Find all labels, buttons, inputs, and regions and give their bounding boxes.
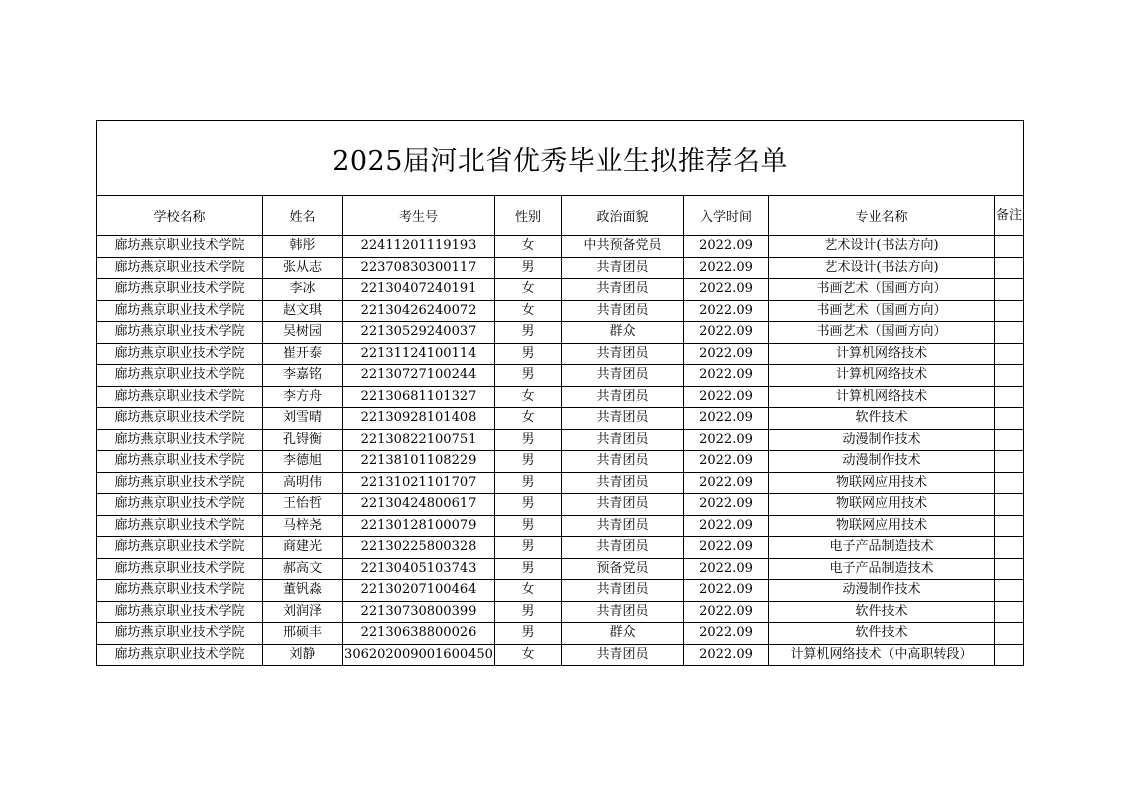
cell-name: 马梓尧 (263, 515, 343, 537)
cell-major: 软件技术 (769, 623, 995, 645)
cell-major: 动漫制作技术 (769, 429, 995, 451)
table-row (97, 494, 1024, 516)
cell-major: 物联网应用技术 (769, 494, 995, 516)
cell-gender: 男 (495, 365, 562, 387)
cell-school: 廊坊燕京职业技术学院 (97, 623, 263, 645)
header-political: 政治面貌 (562, 196, 684, 236)
cell-gender: 男 (495, 257, 562, 279)
cell-remark (995, 494, 1024, 516)
cell-name: 李冰 (263, 279, 343, 301)
table-row (97, 257, 1024, 279)
cell-exam-no: 22131021101707 (343, 472, 495, 494)
cell-school: 廊坊燕京职业技术学院 (97, 236, 263, 258)
table-row (97, 300, 1024, 322)
cell-exam-no: 306202009001600450 (343, 644, 495, 666)
cell-exam-no: 22130405103743 (343, 558, 495, 580)
cell-school: 廊坊燕京职业技术学院 (97, 515, 263, 537)
cell-school: 廊坊燕京职业技术学院 (97, 300, 263, 322)
cell-exam-no: 22130424800617 (343, 494, 495, 516)
cell-political: 共青团员 (562, 644, 684, 666)
cell-school: 廊坊燕京职业技术学院 (97, 472, 263, 494)
cell-school: 廊坊燕京职业技术学院 (97, 365, 263, 387)
cell-remark (995, 300, 1024, 322)
cell-political: 共青团员 (562, 343, 684, 365)
header-enroll: 入学时间 (684, 196, 769, 236)
cell-gender: 男 (495, 494, 562, 516)
cell-school: 廊坊燕京职业技术学院 (97, 601, 263, 623)
cell-remark (995, 644, 1024, 666)
cell-political: 共青团员 (562, 365, 684, 387)
cell-enroll: 2022.09 (684, 472, 769, 494)
cell-gender: 女 (495, 300, 562, 322)
cell-enroll: 2022.09 (684, 601, 769, 623)
cell-name: 李方舟 (263, 386, 343, 408)
cell-school: 廊坊燕京职业技术学院 (97, 580, 263, 602)
table-row (97, 451, 1024, 473)
cell-name: 邢硕丰 (263, 623, 343, 645)
cell-exam-no: 22130727100244 (343, 365, 495, 387)
table-row (97, 472, 1024, 494)
table-row (97, 408, 1024, 430)
header-name: 姓名 (263, 196, 343, 236)
cell-political: 共青团员 (562, 494, 684, 516)
cell-remark (995, 322, 1024, 344)
header-major: 专业名称 (769, 196, 995, 236)
cell-name: 刘静 (263, 644, 343, 666)
cell-gender: 男 (495, 472, 562, 494)
roster-sheet (96, 120, 1023, 666)
cell-remark (995, 343, 1024, 365)
cell-exam-no: 22130928101408 (343, 408, 495, 430)
cell-gender: 男 (495, 343, 562, 365)
cell-remark (995, 558, 1024, 580)
cell-remark (995, 472, 1024, 494)
cell-enroll: 2022.09 (684, 623, 769, 645)
cell-enroll: 2022.09 (684, 236, 769, 258)
cell-enroll: 2022.09 (684, 515, 769, 537)
cell-name: 孔锝衡 (263, 429, 343, 451)
cell-major: 物联网应用技术 (769, 515, 995, 537)
table-row (97, 537, 1024, 559)
cell-remark (995, 257, 1024, 279)
table-row (97, 580, 1024, 602)
cell-exam-no: 22130681101327 (343, 386, 495, 408)
cell-political: 共青团员 (562, 386, 684, 408)
cell-remark (995, 601, 1024, 623)
cell-exam-no: 22130529240037 (343, 322, 495, 344)
cell-remark (995, 623, 1024, 645)
cell-enroll: 2022.09 (684, 365, 769, 387)
cell-major: 动漫制作技术 (769, 580, 995, 602)
cell-major: 计算机网络技术 (769, 365, 995, 387)
cell-enroll: 2022.09 (684, 257, 769, 279)
cell-political: 群众 (562, 322, 684, 344)
cell-name: 吴树园 (263, 322, 343, 344)
cell-major: 书画艺术（国画方向） (769, 279, 995, 301)
cell-political: 群众 (562, 623, 684, 645)
cell-remark (995, 429, 1024, 451)
cell-political: 共青团员 (562, 537, 684, 559)
cell-name: 商建光 (263, 537, 343, 559)
table-row (97, 429, 1024, 451)
cell-enroll: 2022.09 (684, 279, 769, 301)
cell-exam-no: 22130407240191 (343, 279, 495, 301)
table-row (97, 515, 1024, 537)
cell-enroll: 2022.09 (684, 451, 769, 473)
cell-remark (995, 236, 1024, 258)
table-row (97, 644, 1024, 666)
cell-exam-no: 22130638800026 (343, 623, 495, 645)
cell-exam-no: 22130128100079 (343, 515, 495, 537)
cell-remark (995, 408, 1024, 430)
cell-exam-no: 22411201119193 (343, 236, 495, 258)
cell-enroll: 2022.09 (684, 580, 769, 602)
cell-enroll: 2022.09 (684, 386, 769, 408)
title-row (97, 121, 1024, 196)
cell-name: 赵文琪 (263, 300, 343, 322)
cell-school: 廊坊燕京职业技术学院 (97, 343, 263, 365)
table-row (97, 623, 1024, 645)
cell-political: 中共预备党员 (562, 236, 684, 258)
cell-name: 崔开泰 (263, 343, 343, 365)
cell-school: 廊坊燕京职业技术学院 (97, 451, 263, 473)
cell-exam-no: 22370830300117 (343, 257, 495, 279)
cell-gender: 女 (495, 386, 562, 408)
cell-major: 计算机网络技术（中高职转段） (769, 644, 995, 666)
cell-remark (995, 515, 1024, 537)
cell-school: 廊坊燕京职业技术学院 (97, 257, 263, 279)
table-row (97, 365, 1024, 387)
cell-enroll: 2022.09 (684, 343, 769, 365)
cell-exam-no: 22131124100114 (343, 343, 495, 365)
cell-remark (995, 580, 1024, 602)
cell-major: 计算机网络技术 (769, 386, 995, 408)
cell-school: 廊坊燕京职业技术学院 (97, 494, 263, 516)
cell-name: 韩彤 (263, 236, 343, 258)
cell-name: 李德旭 (263, 451, 343, 473)
cell-gender: 女 (495, 236, 562, 258)
cell-exam-no: 22130822100751 (343, 429, 495, 451)
cell-major: 电子产品制造技术 (769, 558, 995, 580)
cell-gender: 男 (495, 322, 562, 344)
cell-gender: 女 (495, 580, 562, 602)
cell-gender: 男 (495, 429, 562, 451)
cell-name: 董钒淼 (263, 580, 343, 602)
cell-gender: 女 (495, 279, 562, 301)
cell-gender: 女 (495, 644, 562, 666)
cell-name: 刘雪晴 (263, 408, 343, 430)
cell-major: 计算机网络技术 (769, 343, 995, 365)
cell-political: 共青团员 (562, 451, 684, 473)
roster-table (96, 120, 1024, 666)
cell-gender: 男 (495, 451, 562, 473)
cell-political: 共青团员 (562, 472, 684, 494)
cell-school: 廊坊燕京职业技术学院 (97, 279, 263, 301)
cell-major: 艺术设计(书法方向) (769, 236, 995, 258)
cell-name: 张从志 (263, 257, 343, 279)
cell-political: 共青团员 (562, 601, 684, 623)
cell-gender: 男 (495, 558, 562, 580)
cell-major: 软件技术 (769, 601, 995, 623)
cell-gender: 男 (495, 601, 562, 623)
cell-remark (995, 365, 1024, 387)
cell-enroll: 2022.09 (684, 300, 769, 322)
table-row (97, 343, 1024, 365)
cell-school: 廊坊燕京职业技术学院 (97, 644, 263, 666)
cell-gender: 女 (495, 408, 562, 430)
table-row (97, 236, 1024, 258)
cell-exam-no: 22130207100464 (343, 580, 495, 602)
cell-remark (995, 537, 1024, 559)
cell-enroll: 2022.09 (684, 429, 769, 451)
cell-exam-no: 22138101108229 (343, 451, 495, 473)
cell-political: 预备党员 (562, 558, 684, 580)
cell-political: 共青团员 (562, 257, 684, 279)
cell-political: 共青团员 (562, 429, 684, 451)
header-gender: 性别 (495, 196, 562, 236)
cell-political: 共青团员 (562, 279, 684, 301)
header-row (97, 196, 1024, 236)
table-row (97, 322, 1024, 344)
cell-enroll: 2022.09 (684, 408, 769, 430)
cell-school: 廊坊燕京职业技术学院 (97, 429, 263, 451)
cell-remark (995, 451, 1024, 473)
cell-major: 物联网应用技术 (769, 472, 995, 494)
document-title: 2025届河北省优秀毕业生拟推荐名单 (97, 121, 1024, 196)
header-exam-no: 考生号 (343, 196, 495, 236)
header-school: 学校名称 (97, 196, 263, 236)
cell-enroll: 2022.09 (684, 322, 769, 344)
cell-enroll: 2022.09 (684, 494, 769, 516)
table-row (97, 386, 1024, 408)
cell-enroll: 2022.09 (684, 558, 769, 580)
cell-enroll: 2022.09 (684, 537, 769, 559)
cell-major: 书画艺术（国画方向） (769, 300, 995, 322)
table-row (97, 279, 1024, 301)
table-row (97, 601, 1024, 623)
cell-remark (995, 279, 1024, 301)
cell-school: 廊坊燕京职业技术学院 (97, 558, 263, 580)
cell-name: 郝高文 (263, 558, 343, 580)
cell-school: 廊坊燕京职业技术学院 (97, 386, 263, 408)
cell-gender: 男 (495, 515, 562, 537)
cell-enroll: 2022.09 (684, 644, 769, 666)
cell-political: 共青团员 (562, 515, 684, 537)
cell-exam-no: 22130426240072 (343, 300, 495, 322)
cell-school: 廊坊燕京职业技术学院 (97, 537, 263, 559)
cell-school: 廊坊燕京职业技术学院 (97, 408, 263, 430)
header-remark: 备注 (995, 196, 1024, 236)
cell-gender: 男 (495, 623, 562, 645)
cell-major: 艺术设计(书法方向) (769, 257, 995, 279)
cell-name: 高明伟 (263, 472, 343, 494)
cell-exam-no: 22130730800399 (343, 601, 495, 623)
cell-political: 共青团员 (562, 580, 684, 602)
table-row (97, 558, 1024, 580)
cell-name: 刘润泽 (263, 601, 343, 623)
cell-political: 共青团员 (562, 408, 684, 430)
cell-major: 电子产品制造技术 (769, 537, 995, 559)
cell-major: 软件技术 (769, 408, 995, 430)
cell-name: 李嘉铭 (263, 365, 343, 387)
cell-political: 共青团员 (562, 300, 684, 322)
cell-major: 书画艺术（国画方向） (769, 322, 995, 344)
cell-gender: 男 (495, 537, 562, 559)
cell-name: 王怡哲 (263, 494, 343, 516)
cell-major: 动漫制作技术 (769, 451, 995, 473)
cell-school: 廊坊燕京职业技术学院 (97, 322, 263, 344)
cell-exam-no: 22130225800328 (343, 537, 495, 559)
cell-remark (995, 386, 1024, 408)
